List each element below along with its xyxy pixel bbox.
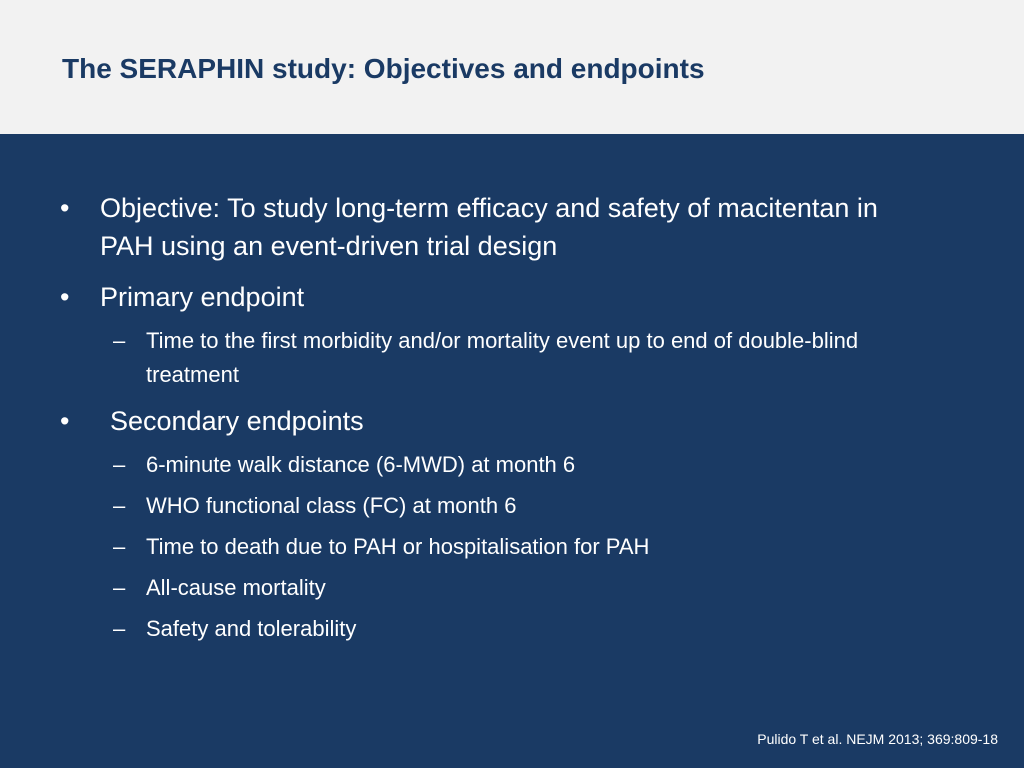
sub-bullet-primary-endpoint	[113, 324, 913, 392]
sub-bullet-all-cause-mortality	[113, 571, 913, 605]
sub-bullet-text: Safety and tolerability	[146, 616, 357, 641]
sub-bullet-time-to-death	[113, 530, 913, 564]
bullet-marker: •	[60, 193, 70, 223]
citation-footnote: Pulido T et al. NEJM 2013; 369:809-18	[757, 731, 998, 747]
bullet-text: Primary endpoint	[100, 282, 305, 312]
sub-bullet-marker: –	[113, 328, 126, 353]
sub-bullet-marker: –	[113, 575, 126, 600]
sub-bullet-who-fc	[113, 489, 913, 523]
bullet-text: Secondary endpoints	[110, 406, 364, 436]
sub-bullet-safety	[113, 612, 913, 646]
sub-bullet-text: All-cause mortality	[146, 575, 326, 600]
bullet-marker: •	[60, 406, 70, 436]
slide-title: The SERAPHIN study: Objectives and endpoints	[62, 53, 705, 84]
bullet-secondary-endpoints	[60, 402, 920, 440]
bullet-marker: •	[60, 282, 70, 312]
sub-bullet-text: Time to death due to PAH or hospitalisation for PAH	[146, 534, 650, 559]
sub-bullet-text: 6-minute walk distance (6-MWD) at month 6	[146, 452, 576, 477]
sub-bullet-marker: –	[113, 534, 126, 559]
sub-bullet-marker: –	[113, 616, 126, 641]
sub-bullet-6mwd	[113, 448, 913, 482]
bullet-objective	[60, 189, 920, 265]
bullet-text: Objective: To study long-term efficacy and safety of macitentan in PAH using an event-driven trial design	[100, 193, 878, 261]
sub-bullet-marker: –	[113, 493, 126, 518]
bullet-primary-endpoint	[60, 278, 920, 316]
sub-bullet-text: Time to the first morbidity and/or mortality event up to end of double-blind treatment	[146, 328, 859, 387]
sub-bullet-marker: –	[113, 452, 126, 477]
sub-bullet-text: WHO functional class (FC) at month 6	[146, 493, 517, 518]
